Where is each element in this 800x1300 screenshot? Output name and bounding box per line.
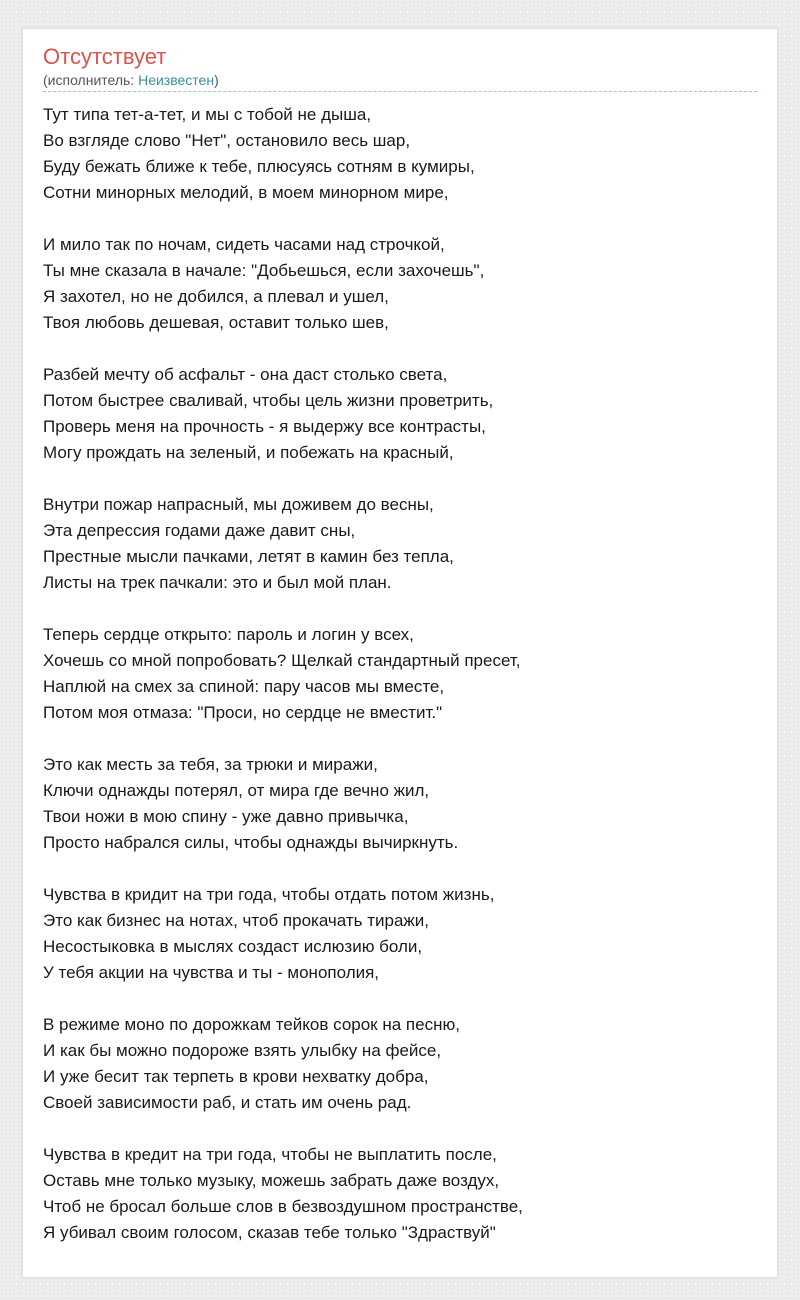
lyrics-line: Наплюй на смех за спиной: пару часов мы вместе, <box>43 677 445 696</box>
artist-link[interactable]: Неизвестен <box>138 72 215 88</box>
lyrics-line: Эта депрессия годами даже давит сны, <box>43 521 356 540</box>
lyrics-stanza <box>43 232 757 336</box>
lyrics-line: Ключи однажды потерял, от мира где вечно жил, <box>43 781 430 800</box>
artist-line <box>43 71 757 92</box>
lyrics-stanza <box>43 1142 757 1246</box>
lyrics-line: Внутри пожар напрасный, мы доживем до весны, <box>43 495 434 514</box>
lyrics-line: Могу прождать на зеленый, и побежать на красный, <box>43 443 454 462</box>
lyrics-line: И как бы можно подороже взять улыбку на фейсе, <box>43 1041 442 1060</box>
lyrics-line: Я захотел, но не добился, а плевал и ушел, <box>43 287 389 306</box>
lyrics-line: Чувства в кридит на три года, чтобы отдать потом жизнь, <box>43 885 495 904</box>
lyrics-line: Своей зависимости раб, и стать им очень рад. <box>43 1093 412 1112</box>
lyrics-line: И уже бесит так терпеть в крови нехватку добра, <box>43 1067 429 1086</box>
lyrics-line: Это как бизнес на нотах, чтоб прокачать тиражи, <box>43 911 430 930</box>
lyrics-line: Теперь сердце открыто: пароль и логин у всех, <box>43 625 414 644</box>
lyrics-line: Чтоб не бросал больше слов в безвоздушном пространстве, <box>43 1197 523 1216</box>
artist-suffix: ) <box>214 72 219 88</box>
lyrics-card <box>22 28 778 1278</box>
lyrics-line: Просто набрался силы, чтобы однажды вычиркнуть. <box>43 833 459 852</box>
lyrics-stanza <box>43 492 757 596</box>
lyrics-line: Потом быстрее сваливай, чтобы цель жизни проветрить, <box>43 391 494 410</box>
lyrics-line: Хочешь со мной попробовать? Щелкай стандартный пресет, <box>43 651 521 670</box>
lyrics-line: Престные мысли пачками, летят в камин без тепла, <box>43 547 454 566</box>
lyrics-line: Несостыковка в мыслях создаст ислюзию боли, <box>43 937 423 956</box>
lyrics-stanza <box>43 1012 757 1116</box>
song-title: Отсутствует <box>43 44 167 69</box>
lyrics-line: Я убивал своим голосом, сказав тебе только "Здраствуй" <box>43 1223 496 1242</box>
lyrics-line: Буду бежать ближе к тебе, плюсуясь сотням в кумиры, <box>43 157 475 176</box>
lyrics-line: В режиме моно по дорожкам тейков сорок на песню, <box>43 1015 460 1034</box>
lyrics-line: Ты мне сказала в начале: "Добьешься, если захочешь", <box>43 261 485 280</box>
lyrics-line: Проверь меня на прочность - я выдержу все контрасты, <box>43 417 486 436</box>
lyrics-line: У тебя акции на чувства и ты - монополия, <box>43 963 380 982</box>
lyrics-line: Листы на трек пачкали: это и был мой план. <box>43 573 392 592</box>
lyrics-line: Сотни минорных мелодий, в моем минорном мире, <box>43 183 449 202</box>
lyrics-line: Это как месть за тебя, за трюки и миражи, <box>43 755 378 774</box>
lyrics-line: И мило так по ночам, сидеть часами над строчкой, <box>43 235 445 254</box>
lyrics-line: Разбей мечту об асфальт - она даст столько света, <box>43 365 448 384</box>
lyrics-line: Во взгляде слово "Нет", остановило весь шар, <box>43 131 411 150</box>
lyrics-line: Потом моя отмаза: "Проси, но сердце не вместит." <box>43 703 443 722</box>
artist-prefix: (исполнитель: <box>43 72 139 88</box>
lyrics-stanza <box>43 752 757 856</box>
lyrics-stanza <box>43 882 757 986</box>
lyrics-body <box>43 102 757 1246</box>
lyrics-stanza <box>43 622 757 726</box>
lyrics-line: Тут типа тет-а-тет, и мы с тобой не дыша, <box>43 105 372 124</box>
lyrics-stanza <box>43 362 757 466</box>
lyrics-line: Твоя любовь дешевая, оставит только шев, <box>43 313 389 332</box>
lyrics-stanza <box>43 102 757 206</box>
lyrics-line: Чувства в кредит на три года, чтобы не выплатить после, <box>43 1145 497 1164</box>
lyrics-line: Оставь мне только музыку, можешь забрать даже воздух, <box>43 1171 500 1190</box>
lyrics-line: Твои ножи в мою спину - уже давно привычка, <box>43 807 409 826</box>
